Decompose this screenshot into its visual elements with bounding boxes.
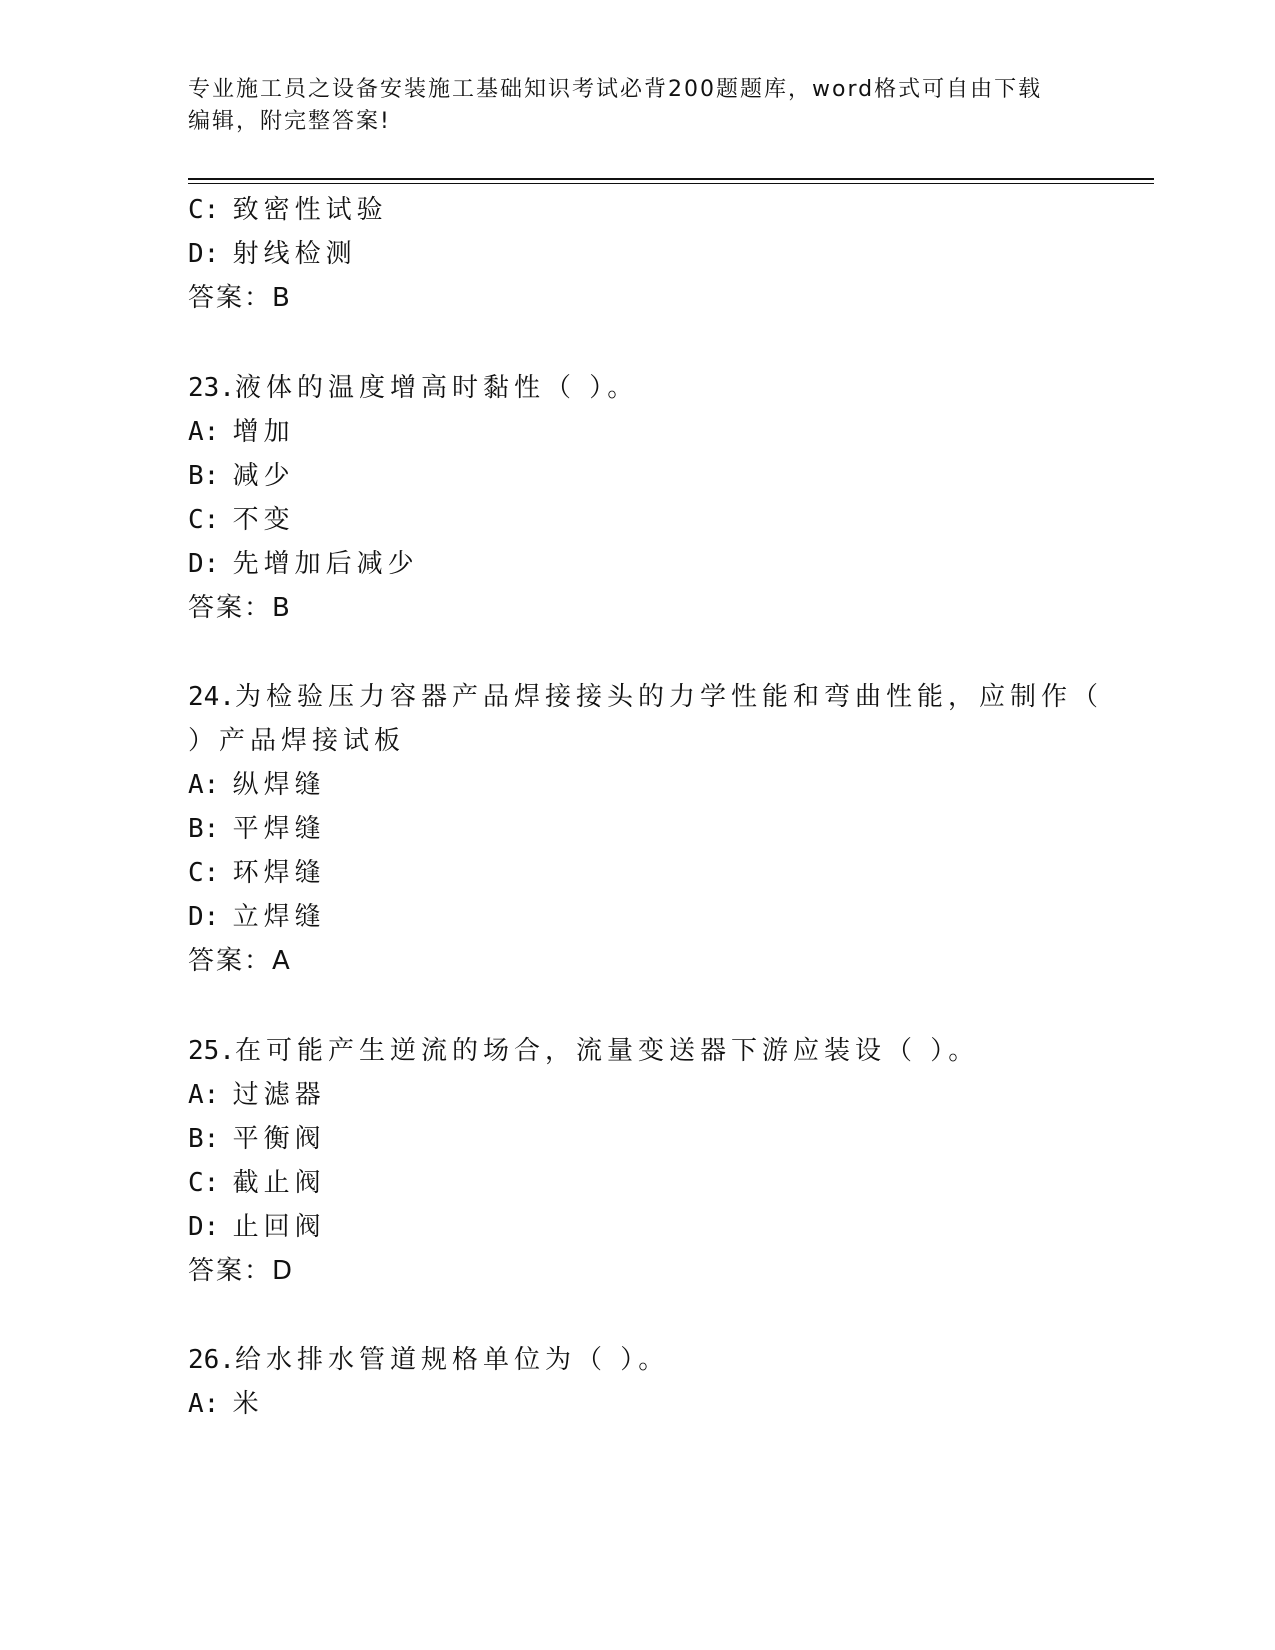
option-text: 平衡阀 (232, 1124, 326, 1154)
question-number: 25. (188, 1036, 235, 1066)
document-header (188, 74, 1088, 138)
question-24-continuation: ）产品焊接试板 (188, 726, 406, 756)
option-letter: A: (188, 1080, 220, 1110)
option-letter: D: (188, 549, 220, 579)
option-a (188, 768, 326, 802)
question-text: 液体的温度增高时黏性（ ）。 (234, 373, 639, 403)
header-line-2: 编辑，附完整答案! (188, 109, 391, 134)
option-letter: C: (188, 195, 220, 225)
option-text: 过滤器 (232, 1080, 326, 1110)
option-letter: B: (188, 461, 220, 491)
option-a (188, 415, 295, 449)
option-letter: B: (188, 1124, 220, 1154)
option-a (188, 1078, 326, 1112)
question-23 (188, 371, 638, 405)
option-text: 米 (232, 1389, 264, 1419)
option-letter: D: (188, 902, 220, 932)
header-line-1: 专业施工员之设备安装施工基础知识考试必背200题题库，word格式可自由下载 (188, 77, 1043, 102)
answer-line: 答案：A (188, 946, 292, 976)
option-letter: C: (188, 1168, 220, 1198)
option-d (188, 547, 419, 581)
question-number: 26. (188, 1345, 235, 1375)
option-b (188, 812, 326, 846)
option-text: 先增加后减少 (232, 549, 419, 579)
option-letter: D: (188, 1212, 220, 1242)
option-c (188, 856, 326, 890)
option-letter: A: (188, 770, 220, 800)
option-a (188, 1387, 264, 1421)
option-text: 立焊缝 (232, 902, 326, 932)
question-24 (188, 680, 1103, 714)
option-d (188, 237, 357, 271)
option-b (188, 1122, 326, 1156)
option-d (188, 1210, 326, 1244)
option-text: 截止阀 (232, 1168, 326, 1198)
answer-line: 答案：D (188, 1256, 295, 1286)
option-text: 止回阀 (232, 1212, 326, 1242)
question-number: 23. (188, 373, 235, 403)
option-text: 纵焊缝 (232, 770, 326, 800)
option-text: 不变 (232, 505, 295, 535)
question-26 (188, 1343, 669, 1377)
option-text: 减少 (232, 461, 295, 491)
question-text: 给水排水管道规格单位为（ ）。 (234, 1345, 670, 1375)
option-letter: D: (188, 239, 220, 269)
option-text: 致密性试验 (232, 195, 388, 225)
option-letter: A: (188, 1389, 220, 1419)
option-text: 射线检测 (232, 239, 357, 269)
header-divider-thick (188, 178, 1154, 180)
question-number: 24. (188, 682, 235, 712)
option-text: 平焊缝 (232, 814, 326, 844)
option-letter: C: (188, 505, 220, 535)
option-letter: A: (188, 417, 220, 447)
option-letter: B: (188, 814, 220, 844)
question-25 (188, 1034, 979, 1068)
option-b (188, 459, 295, 493)
header-divider-thin (188, 183, 1154, 184)
question-text: 在可能产生逆流的场合，流量变送器下游应装设（ ）。 (234, 1036, 980, 1066)
answer-line: 答案：B (188, 283, 292, 313)
option-c (188, 503, 295, 537)
option-c (188, 193, 388, 227)
option-c (188, 1166, 326, 1200)
option-text: 增加 (232, 417, 295, 447)
question-text: 为检验压力容器产品焊接接头的力学性能和弯曲性能，应制作（ (234, 682, 1103, 712)
option-d (188, 900, 326, 934)
option-letter: C: (188, 858, 220, 888)
option-text: 环焊缝 (232, 858, 326, 888)
answer-line: 答案：B (188, 593, 292, 623)
